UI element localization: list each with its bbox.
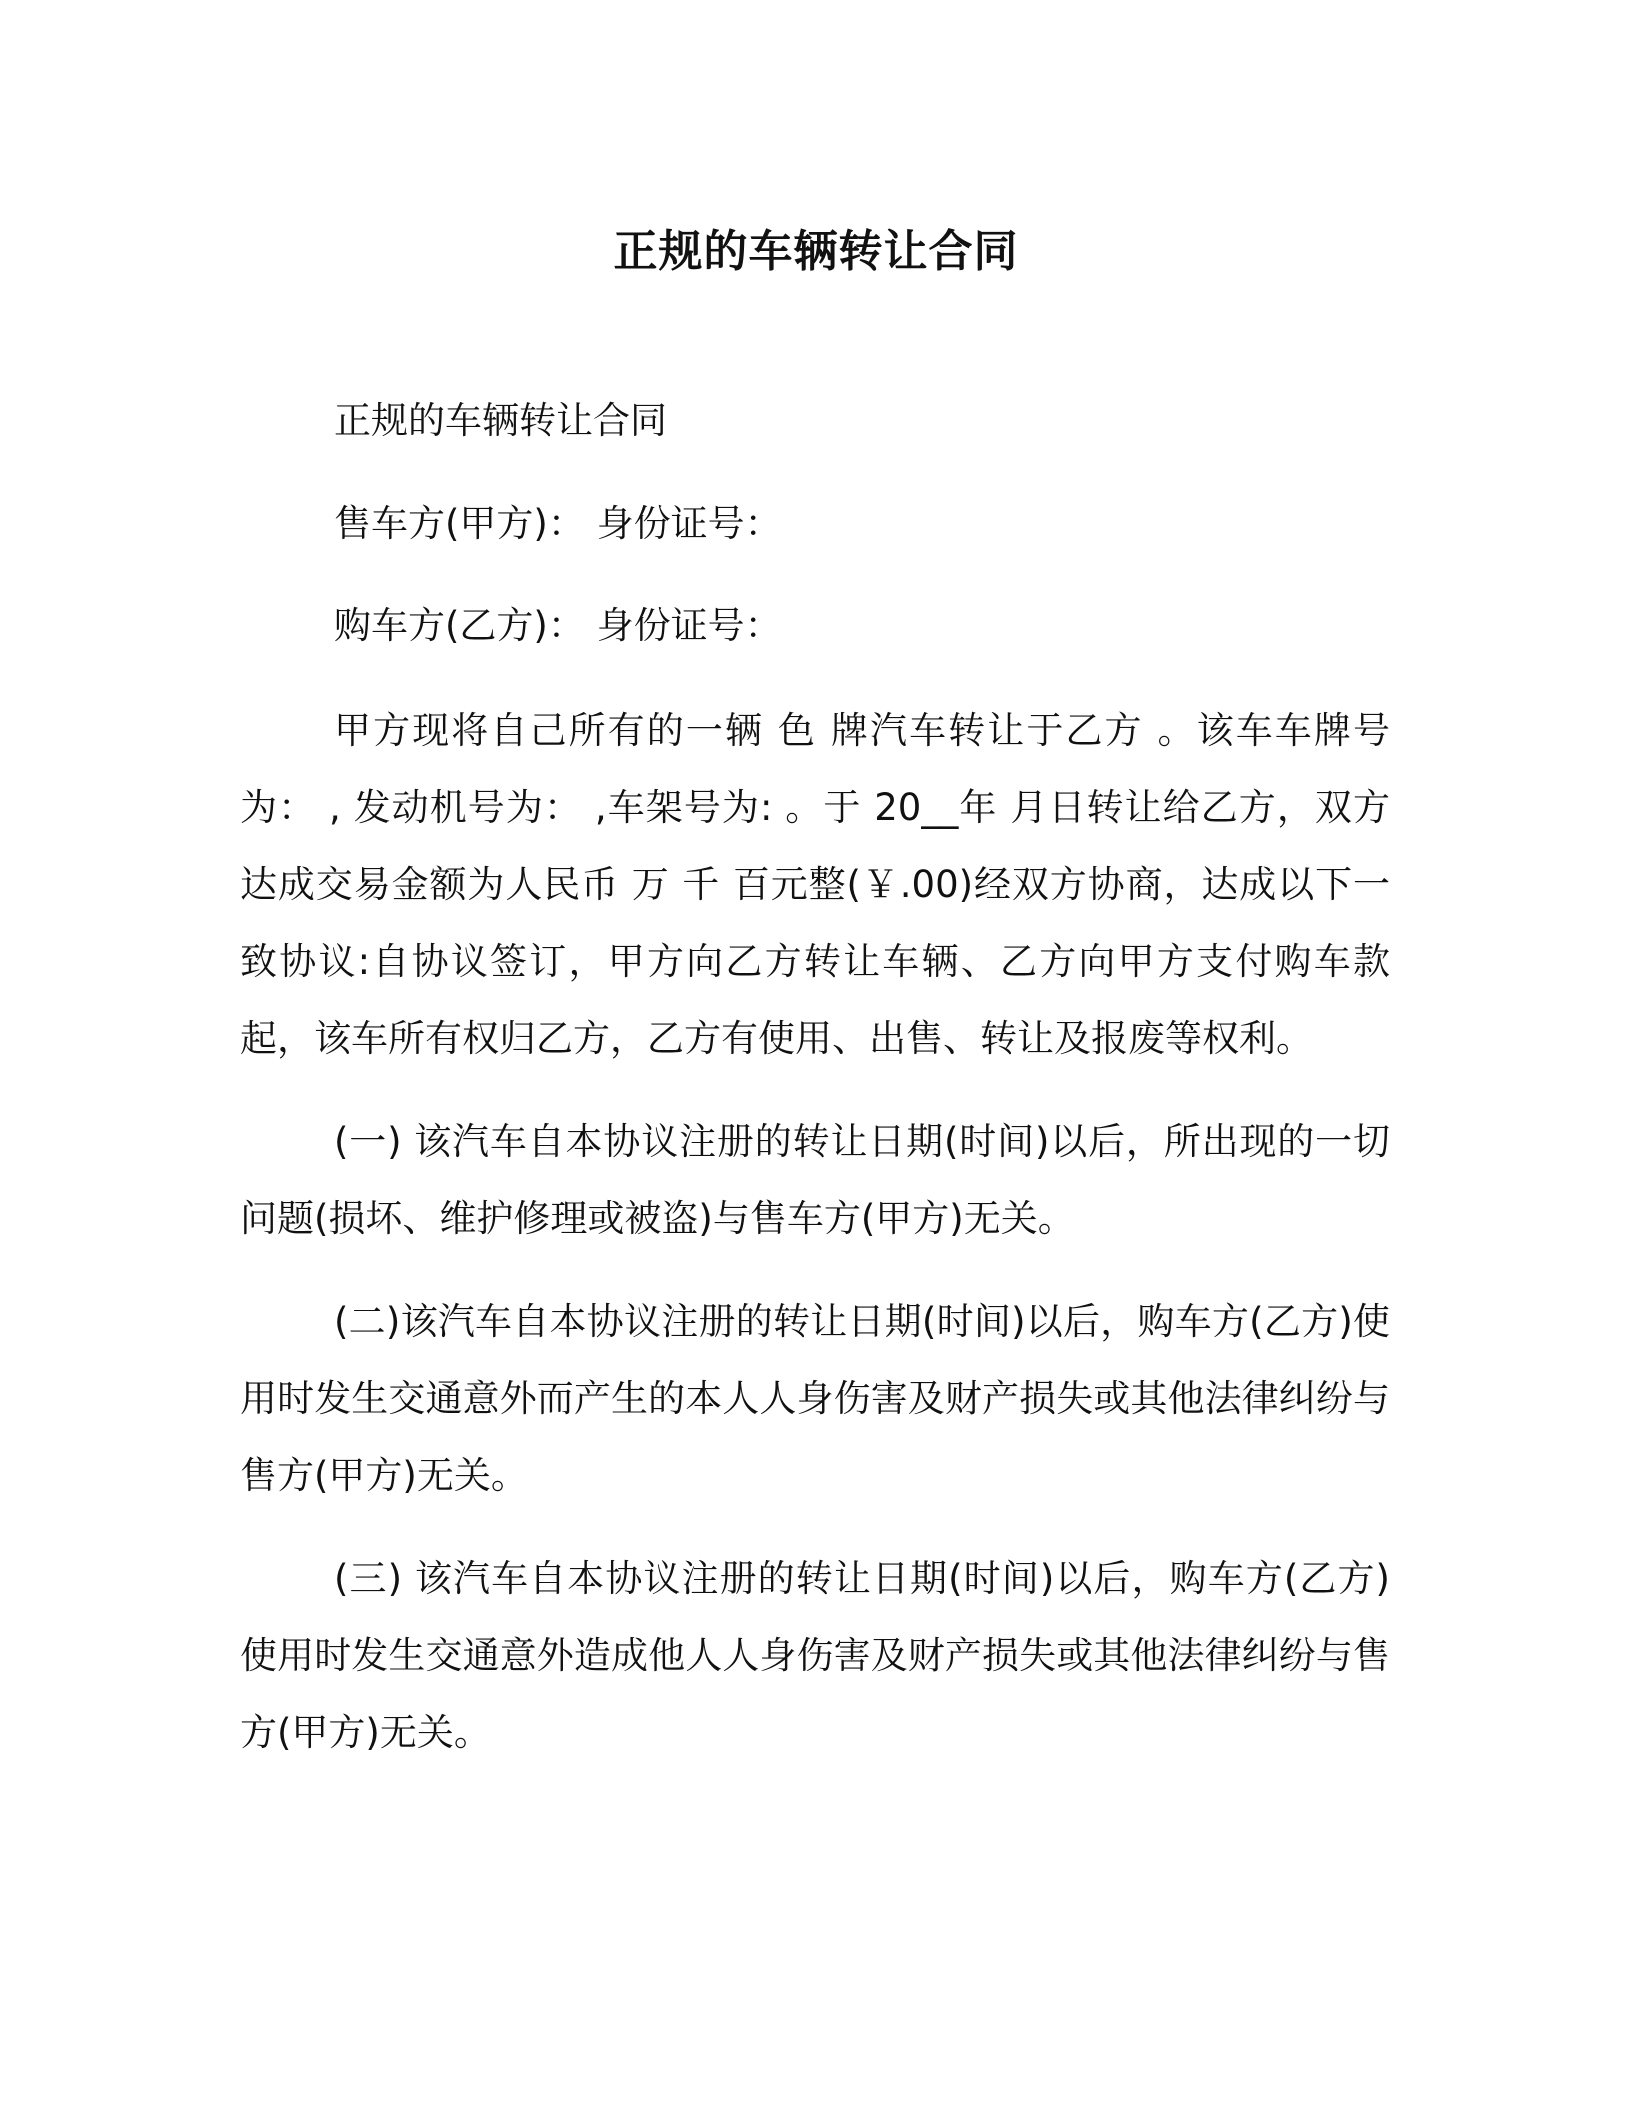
clause-one-paragraph: (一) 该汽车自本协议注册的转让日期(时间)以后，所出现的一切问题(损坏、维护修理或被盗)与售车方(甲方)无关。: [240, 1120, 1390, 1240]
seller-info-line: 售车方(甲方)： 身份证号：: [334, 502, 782, 545]
document-title: 正规的车辆转让合同: [613, 226, 1019, 277]
clause-two-paragraph: (二)该汽车自本协议注册的转让日期(时间)以后，购车方(乙方)使用时发生交通意外而产生的本人人身伤害及财产损失或其他法律纠纷与售方(甲方)无关。: [240, 1300, 1390, 1497]
buyer-info-line: 购车方(乙方)： 身份证号：: [334, 604, 782, 647]
clause-three-paragraph: (三) 该汽车自本协议注册的转让日期(时间)以后，购车方(乙方)使用时发生交通意外造成他人人身伤害及财产损失或其他法律纠纷与售方(甲方)无关。: [240, 1557, 1390, 1754]
document-subtitle: 正规的车辆转让合同: [334, 399, 667, 442]
transfer-terms-paragraph: 甲方现将自己所有的一辆 色 牌汽车转让于乙方 。该车车牌号为： , 发动机号为： ,车架号为: 。于 20__年 月日转让给乙方，双方达成交易金额为人民币 万 千 百元整(￥.00)经双方协商，达成以下一致协议:自协议签订，甲方向乙方转让车辆、乙方向甲方支付购车款起，该车所有权归乙方，乙方有使用、出售、转让及报废等权利。: [240, 709, 1390, 1060]
